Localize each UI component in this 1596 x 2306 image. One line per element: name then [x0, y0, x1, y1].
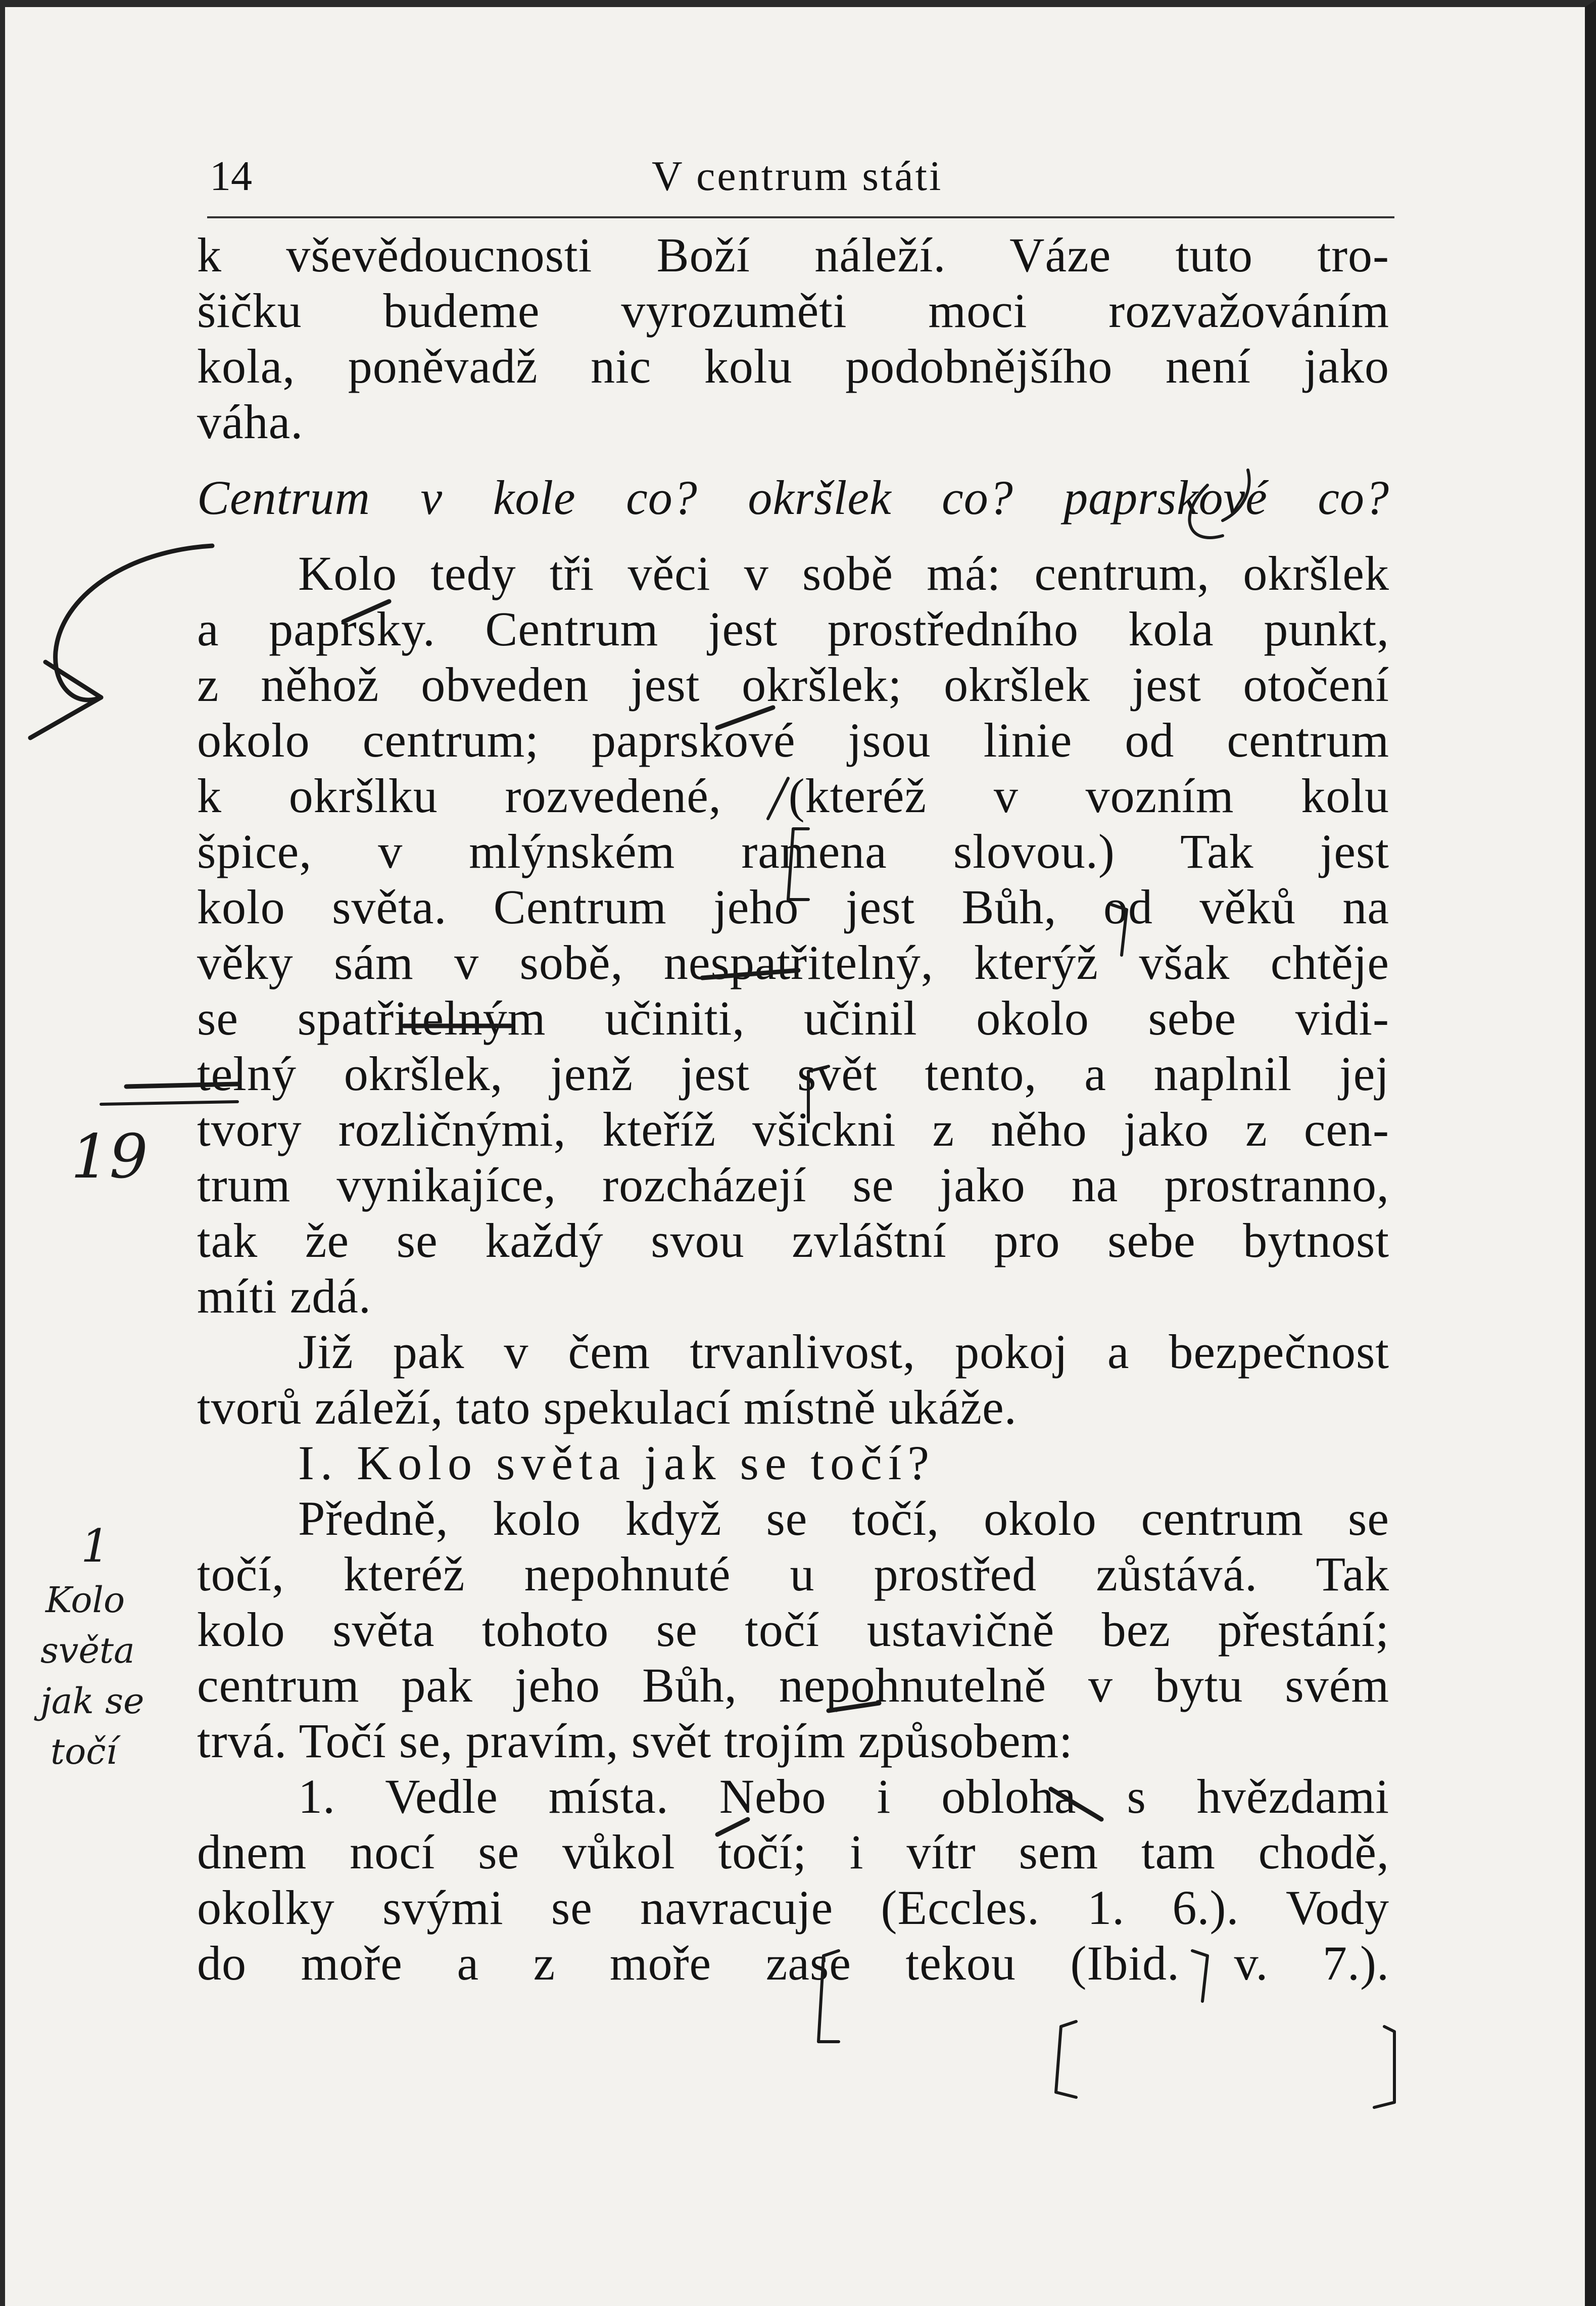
- text-line: trum vynikajíce, rozcházejí se jako na prostranno,: [197, 1158, 1389, 1212]
- text-line: k okršlku rozvedené, (kteréž v vozním kolu: [197, 769, 1389, 823]
- text-line: se spatřitelným učiniti, učinil okolo sebe vidi-: [197, 991, 1389, 1045]
- text-line: do moře a z moře zase tekou (Ibid. v. 7.).: [197, 1936, 1389, 1990]
- text-line: kolo světa. Centrum jeho jest Bůh, od věků na: [197, 880, 1389, 934]
- text-line: Kolo tedy tři věci v sobě má: centrum, okršlek: [298, 546, 1389, 600]
- text-line: tvory rozličnými, kteříž všickni z něho jako z cen-: [197, 1102, 1389, 1156]
- header-rule: [207, 216, 1394, 218]
- bracket-mark: [1056, 2021, 1076, 2097]
- numbered-heading: I. Kolo světa jak se točí?: [298, 1436, 936, 1490]
- text-line: váha.: [197, 395, 304, 449]
- text-line: kola, poněvadž nic kolu podobnějšího není jako: [197, 339, 1389, 393]
- text-line: z něhož obveden jest okršlek; okršlek jest otočení: [197, 657, 1389, 712]
- margin-note: jak se: [40, 1680, 144, 1722]
- text-line: věky sám v sobě, nespatřitelný, kterýž však chtěje: [197, 935, 1389, 990]
- text-line: telný okršlek, jenž jest svět tento, a naplnil jej: [197, 1047, 1389, 1101]
- text-line: Předně, kolo když se točí, okolo centrum se: [298, 1491, 1389, 1545]
- text-line: 1. Vedle místa. Nebo i obloha s hvězdami: [298, 1769, 1389, 1823]
- margin-arrow-curve: [56, 546, 212, 700]
- text-line: dnem nocí se vůkol točí; i vítr sem tam chodě,: [197, 1825, 1389, 1879]
- text-line: Již pak v čem trvanlivost, pokoj a bezpečnost: [298, 1325, 1389, 1379]
- text-line: k vševědoucnosti Boží náleží. Váze tuto tro-: [197, 228, 1389, 282]
- page-number: 14: [210, 153, 252, 200]
- text-line: točí, kteréž nepohnuté u prostřed zůstává. Tak: [197, 1547, 1389, 1601]
- running-title: V centrum státi: [652, 153, 943, 200]
- bracket-mark: [1374, 2027, 1394, 2107]
- text-line: kolo světa tohoto se točí ustavičně bez přestání;: [197, 1603, 1389, 1657]
- text-line: šičku budeme vyrozuměti moci rozvažováním: [197, 284, 1389, 338]
- book-page: [197, 131, 1389, 1991]
- margin-note: Kolo: [45, 1579, 125, 1621]
- margin-arrow-head: [30, 662, 101, 738]
- text-line: trvá. Točí se, pravím, svět trojím způsobem:: [197, 1714, 1073, 1768]
- body-text: [197, 227, 1389, 1991]
- text-line: tak že se každý svou zvláštní pro sebe bytnost: [197, 1213, 1389, 1267]
- margin-note: světa: [40, 1630, 135, 1671]
- section-heading: Centrum v kole co? okršlek co? paprskové co?: [197, 470, 1389, 525]
- margin-note: točí: [51, 1731, 117, 1772]
- margin-number: 19: [71, 1122, 148, 1192]
- text-line: tvorů záleží, tato spekulací místně ukáže.: [197, 1380, 1017, 1434]
- text-line: špice, v mlýnském ramena slovou.) Tak jest: [197, 824, 1389, 878]
- text-line: centrum pak jeho Bůh, nepohnutelně v bytu svém: [197, 1658, 1389, 1712]
- margin-note-number: 1: [81, 1520, 110, 1573]
- running-head: [197, 131, 1389, 227]
- text-line: okolo centrum; paprskové jsou linie od centrum: [197, 713, 1389, 767]
- text-line: míti zdá.: [197, 1269, 371, 1323]
- text-line: a paprsky. Centrum jest prostředního kola punkt,: [197, 602, 1389, 656]
- text-line: okolky svými se navracuje (Eccles. 1. 6.). Vody: [197, 1880, 1389, 1935]
